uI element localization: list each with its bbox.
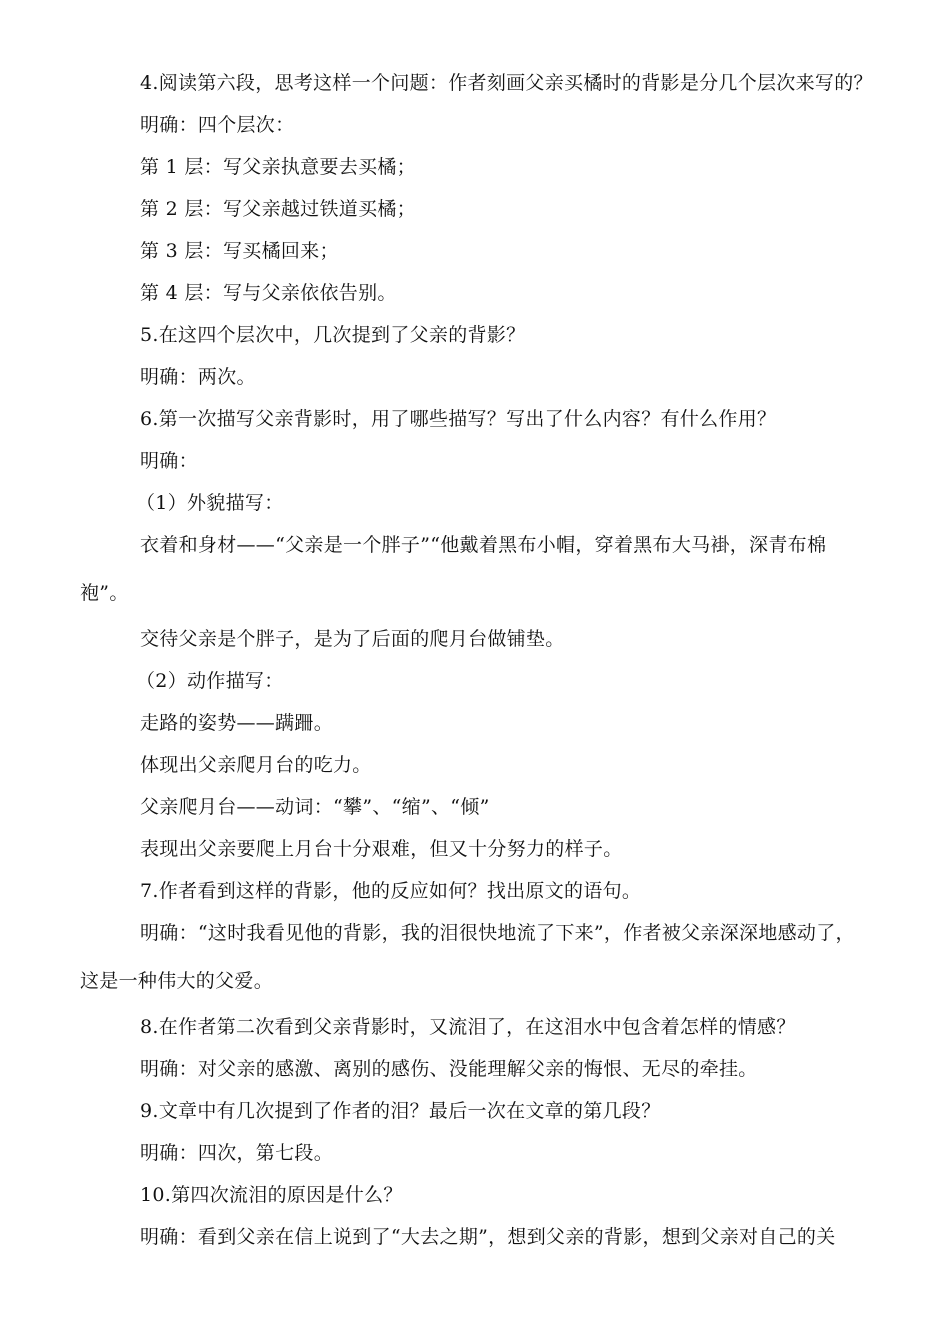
appearance-purpose: 交待父亲是个胖子，是为了后面的爬月台做铺垫。 [140,628,565,650]
answer-10: 明确：看到父亲在信上说到了“大去之期”，想到父亲的背影，想到父亲对自己的关 [140,1226,836,1248]
answer-7: 明确：“这时我看见他的背影，我的泪很快地流了下来”，作者被父亲深深地感动了， [140,922,855,944]
subheading-appearance: （1）外貌描写： [136,492,284,514]
question-10: 10.第四次流泪的原因是什么？ [140,1184,403,1206]
answer-5: 明确：两次。 [140,366,256,388]
walking-effect: 体现出父亲爬月台的吃力。 [140,754,372,776]
question-7: 7.作者看到这样的背影，他的反应如何？找出原文的语句。 [140,880,642,902]
answer-8: 明确：对父亲的感激、离别的感伤、没能理解父亲的悔恨、无尽的牵挂。 [140,1058,758,1080]
question-4: 4.阅读第六段，思考这样一个问题：作者刻画父亲买橘时的背影是分几个层次来写的？ [140,72,873,94]
layer-4: 第 4 层：写与父亲依依告别。 [140,282,397,304]
layer-1: 第 1 层：写父亲执意要去买橘； [140,156,416,178]
subheading-action: （2）动作描写： [136,670,284,692]
answer-7-cont: 这是一种伟大的父爱。 [80,970,274,992]
appearance-text: 衣着和身材——“父亲是一个胖子”“他戴着黑布小帽，穿着黑布大马褂，深青布棉 [140,534,827,556]
answer-9: 明确：四次，第七段。 [140,1142,334,1164]
layer-2: 第 2 层：写父亲越过铁道买橘； [140,198,416,220]
question-9: 9.文章中有几次提到了作者的泪？最后一次在文章的第几段？ [140,1100,661,1122]
layer-3: 第 3 层：写买橘回来； [140,240,339,262]
climbing-effect: 表现出父亲要爬上月台十分艰难，但又十分努力的样子。 [140,838,623,860]
walking-posture: 走路的姿势——蹒跚。 [140,712,334,734]
question-6: 6.第一次描写父亲背影时，用了哪些描写？写出了什么内容？有什么作用？ [140,408,777,430]
appearance-text-cont: 袍”。 [80,582,129,604]
climbing-verbs: 父亲爬月台——动词：“攀”、“缩”、“倾” [140,796,490,818]
question-8: 8.在作者第二次看到父亲背影时，又流泪了，在这泪水中包含着怎样的情感？ [140,1016,796,1038]
question-5: 5.在这四个层次中，几次提到了父亲的背影？ [140,324,526,346]
answer-4: 明确：四个层次： [140,114,295,136]
answer-6-label: 明确： [140,450,198,472]
